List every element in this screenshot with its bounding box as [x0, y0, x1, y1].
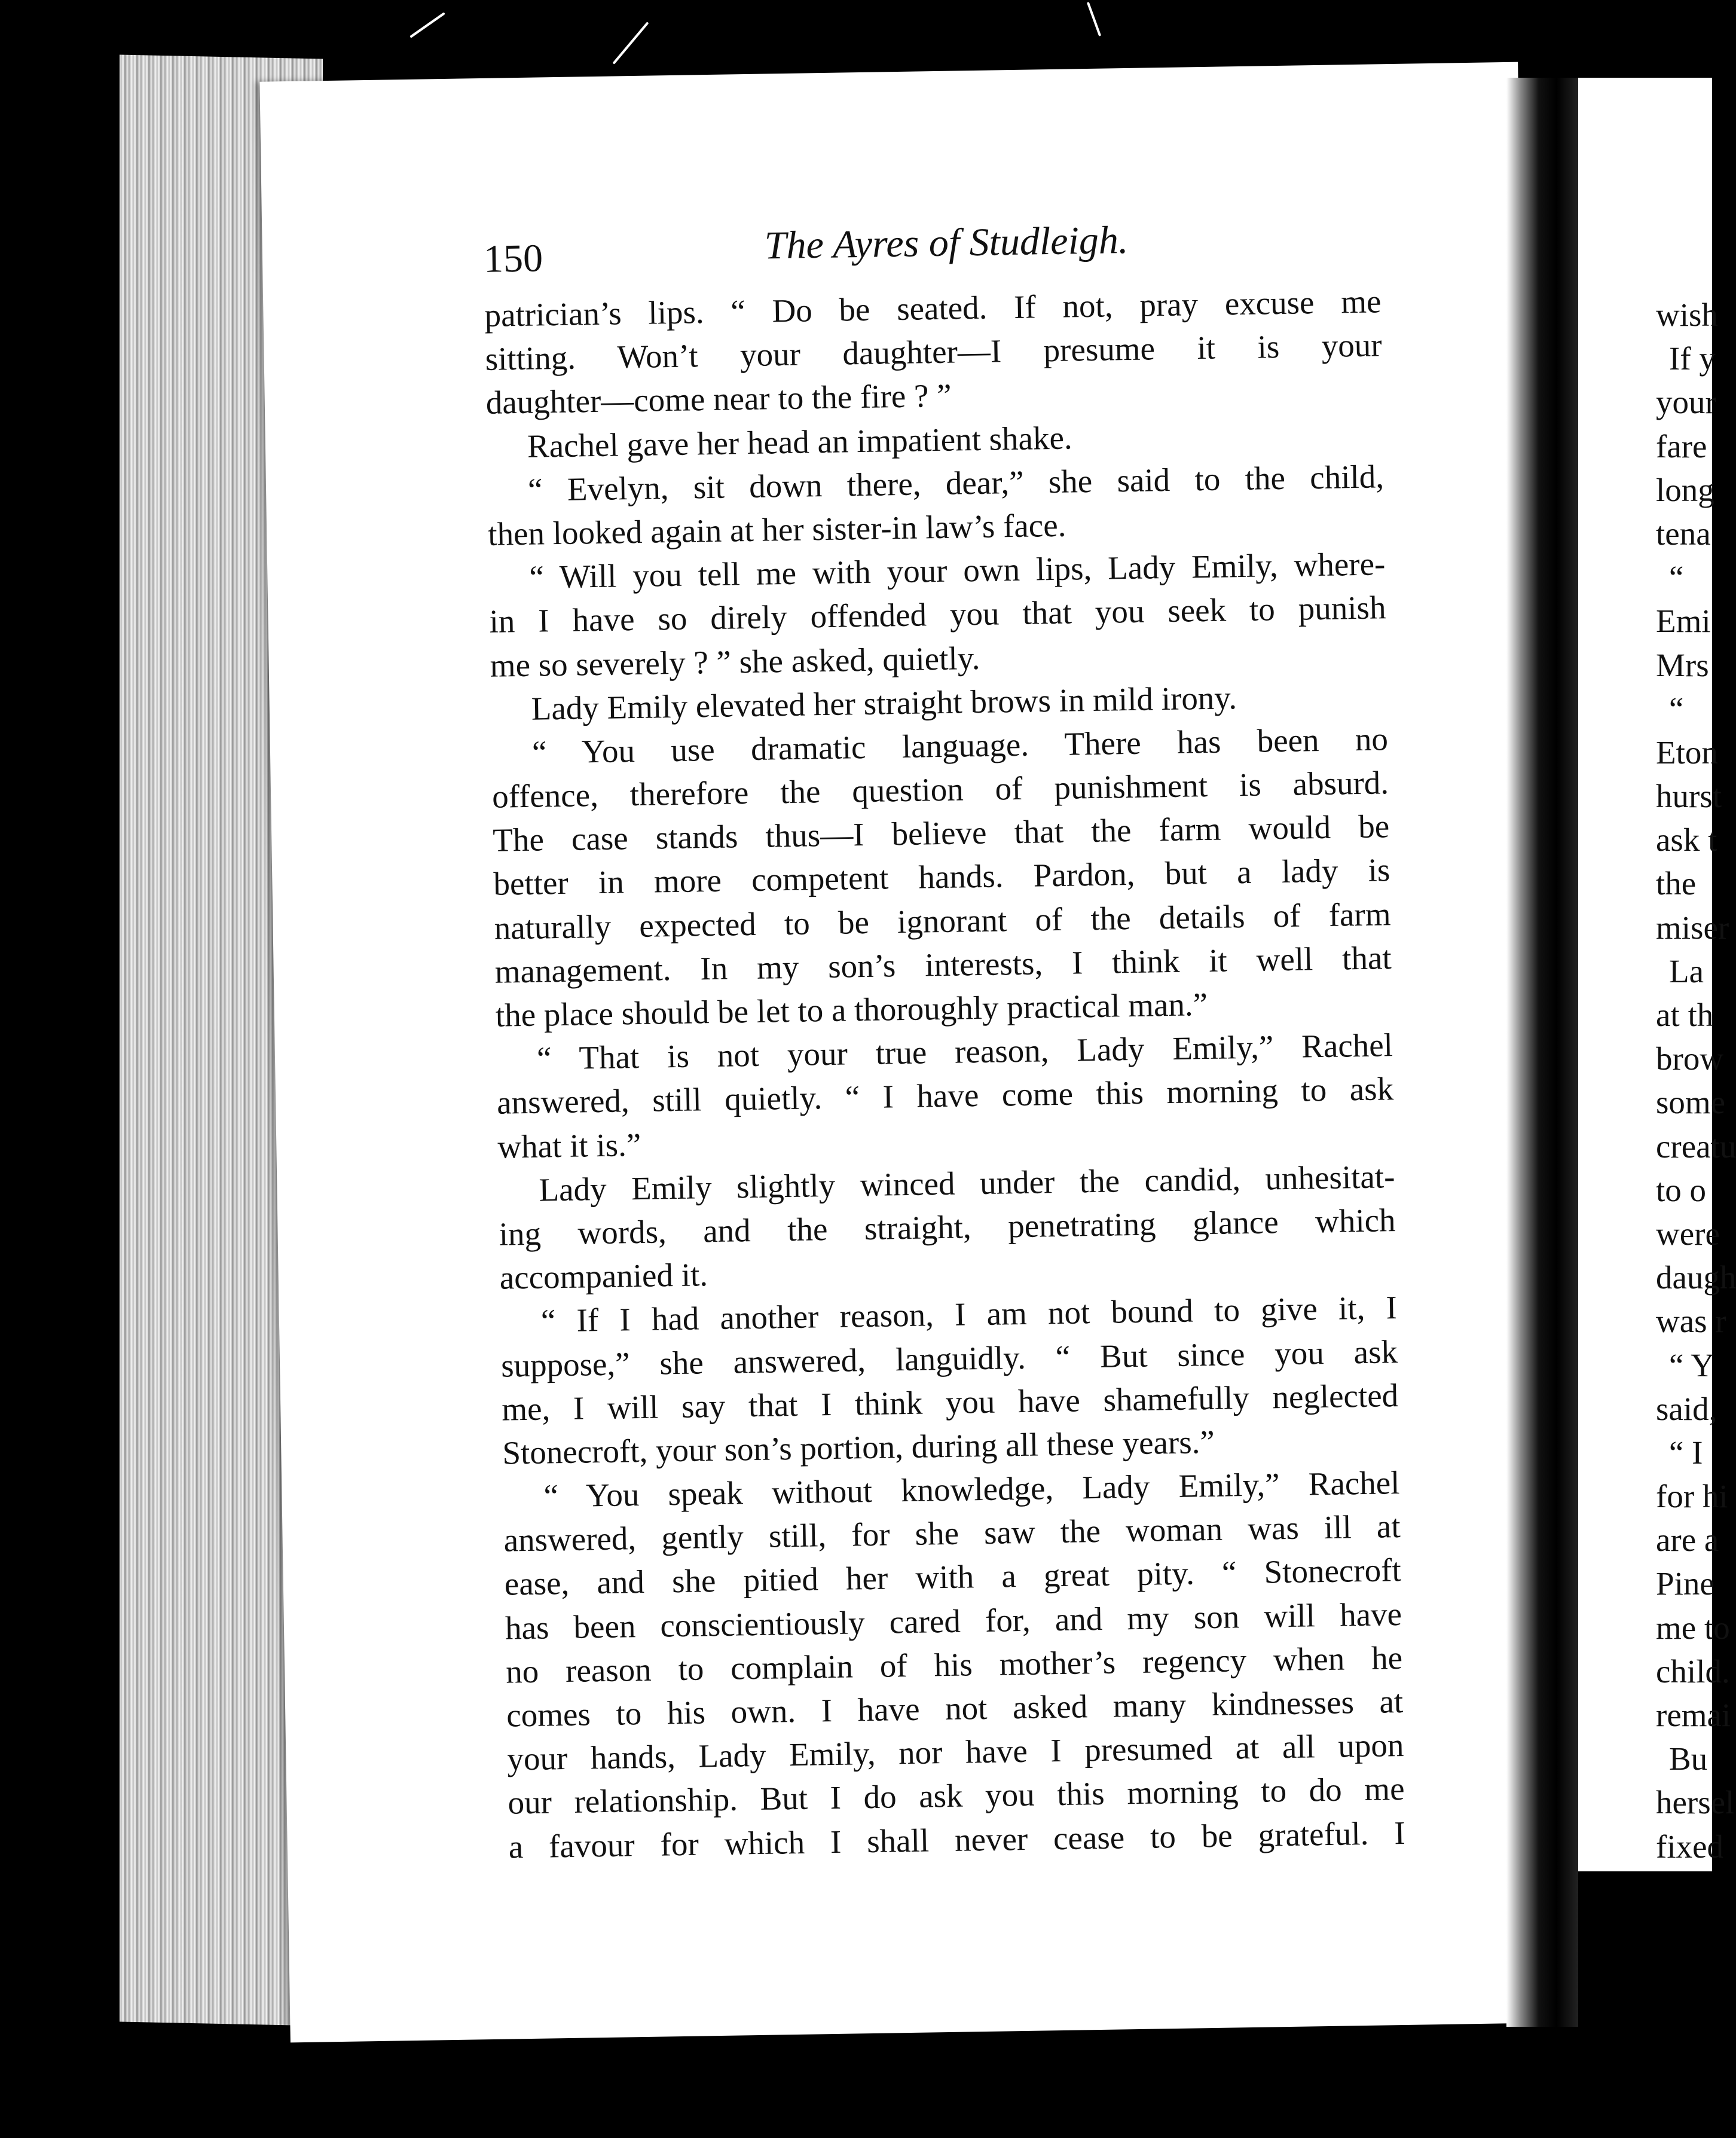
text-line: has been conscientiously cared for, and my son will have [505, 1595, 1402, 1647]
left-page [259, 62, 1548, 2043]
text-line: answered, gently still, for she saw the woman was ill at [503, 1508, 1401, 1559]
text-line: the place should be let to a thoroughly practical man.” [495, 986, 1208, 1034]
right-text-fragment: wish [1656, 297, 1718, 333]
text-line: offence, therefore the question of punishment is absurd. [491, 764, 1389, 815]
text-line: me, I will say that I think you have shamefully neglected [501, 1376, 1399, 1428]
text-line: better in more competent hands. Pardon, but a lady is [493, 851, 1390, 903]
book-gutter [1506, 78, 1578, 2027]
text-line: daughter—come near to the fire ? ” [485, 377, 952, 422]
text-line: your hands, Lady Emily, nor have I presumed at all upon [507, 1727, 1404, 1777]
text-line: ing words, and the straight, penetrating glance which [499, 1202, 1396, 1253]
text-line: Rachel gave her head an impatient shake. [527, 419, 1073, 465]
right-text-fragment: fixed [1656, 1828, 1724, 1865]
right-text-fragment: for hi [1656, 1478, 1728, 1515]
text-line: naturally expected to be ignorant of the details of farm [494, 895, 1391, 946]
text-line: no reason to complain of his mother’s regency when he [505, 1639, 1403, 1690]
text-line: ease, and she pitied her with a great pity. “ Stonecroft [504, 1551, 1402, 1603]
scan-scratch [613, 22, 649, 65]
text-line: accompanied it. [499, 1256, 708, 1296]
right-text-fragment: creatu [1656, 1128, 1736, 1165]
right-text-fragment: your [1656, 384, 1716, 421]
text-line: patrician’s lips. “ Do be seated. If not, pray excuse me [484, 283, 1382, 334]
text-line: answered, still quietly. “ I have come this morning to ask [496, 1070, 1394, 1122]
right-text-fragment: brow [1656, 1040, 1724, 1077]
text-line: suppose,” she answered, languidly. “ But since you ask [500, 1333, 1398, 1384]
right-text-fragment: Eton [1656, 734, 1718, 771]
right-text-fragment: “ Y [1669, 1346, 1714, 1383]
right-text-fragment: Pine [1656, 1565, 1714, 1602]
right-text-fragment: was r [1656, 1303, 1726, 1340]
text-line: “ Will you tell me with your own lips, Lady Emily, where- [528, 545, 1386, 595]
right-text-fragment: said, [1656, 1390, 1717, 1427]
text-line: Stonecroft, your son’s portion, during all these years.” [502, 1423, 1215, 1471]
running-title: The Ayres of Studleigh. [764, 218, 1129, 268]
text-line: “ Evelyn, sit down there, dear,” she said to the child, [527, 458, 1384, 508]
text-line: sitting. Won’t your daughter—I presume it is your [485, 326, 1382, 378]
right-page-text [1656, 293, 1736, 1868]
right-text-fragment: were [1656, 1215, 1720, 1252]
text-line: “ That is not your true reason, Lady Emily,” Rachel [536, 1027, 1393, 1077]
right-text-fragment: to o [1656, 1171, 1707, 1208]
text-line: what it is.” [497, 1126, 641, 1165]
right-text-fragment: miser [1656, 909, 1729, 946]
right-text-fragment: long [1656, 471, 1714, 508]
right-text-fragment: the [1656, 865, 1697, 902]
right-text-fragment: Bu [1669, 1740, 1708, 1777]
text-line: “ You speak without knowledge, Lady Emily,” Rachel [543, 1464, 1400, 1514]
text-line: The case stands thus—I believe that the farm would be [492, 808, 1390, 859]
right-text-fragment: Mrs [1656, 646, 1709, 683]
right-text-fragment: me to [1656, 1609, 1730, 1646]
right-text-fragment: “ [1669, 559, 1684, 596]
right-text-fragment: some [1656, 1084, 1726, 1121]
right-text-fragment: tena [1656, 515, 1711, 552]
right-page [1578, 78, 1736, 1871]
text-line: a favour for which I shall never cease to be grateful. I [508, 1814, 1406, 1865]
text-line: “ If I had another reason, I am not bound to give it, I [540, 1289, 1398, 1339]
right-text-fragment: daugh [1656, 1259, 1736, 1296]
text-line: “ You use dramatic language. There has been no [531, 720, 1389, 771]
text-line: Lady Emily slightly winced under the candid, unhesitat- [539, 1157, 1395, 1208]
right-text-fragment: “ I [1669, 1434, 1703, 1471]
right-text-fragment: ask t [1656, 821, 1717, 859]
right-text-fragment: at th [1656, 997, 1714, 1033]
right-text-fragment: La [1669, 952, 1704, 989]
right-text-fragment: fare [1656, 427, 1707, 465]
page-number: 150 [483, 236, 543, 281]
right-text-fragment: hurst [1656, 778, 1722, 815]
text-line: me so severely ? ” she asked, quietly. [490, 639, 980, 684]
right-text-fragment: Emi [1656, 603, 1711, 640]
body-text [484, 279, 1405, 1868]
right-text-fragment: “ [1669, 690, 1684, 727]
right-text-fragment: remai [1656, 1697, 1731, 1733]
text-line: then looked again at her sister-in law’s face. [487, 506, 1066, 552]
right-text-fragment: hersel [1656, 1784, 1735, 1821]
right-text-fragment: If y [1669, 340, 1716, 377]
right-text-fragment: child. [1656, 1653, 1730, 1690]
text-line: our relationship. But I do ask you this morning to do me [508, 1770, 1405, 1821]
text-line: in I have so direly offended you that you seek to punish [489, 589, 1386, 640]
scan-scratch [1087, 2, 1101, 36]
text-line: management. In my son’s interests, I think it well that [494, 939, 1392, 990]
right-text-fragment: are a [1656, 1522, 1719, 1559]
scan-scratch [409, 12, 445, 38]
text-line: comes to his own. I have not asked many kindnesses at [506, 1683, 1404, 1734]
text-line: Lady Emily elevated her straight brows in mild irony. [531, 679, 1237, 727]
